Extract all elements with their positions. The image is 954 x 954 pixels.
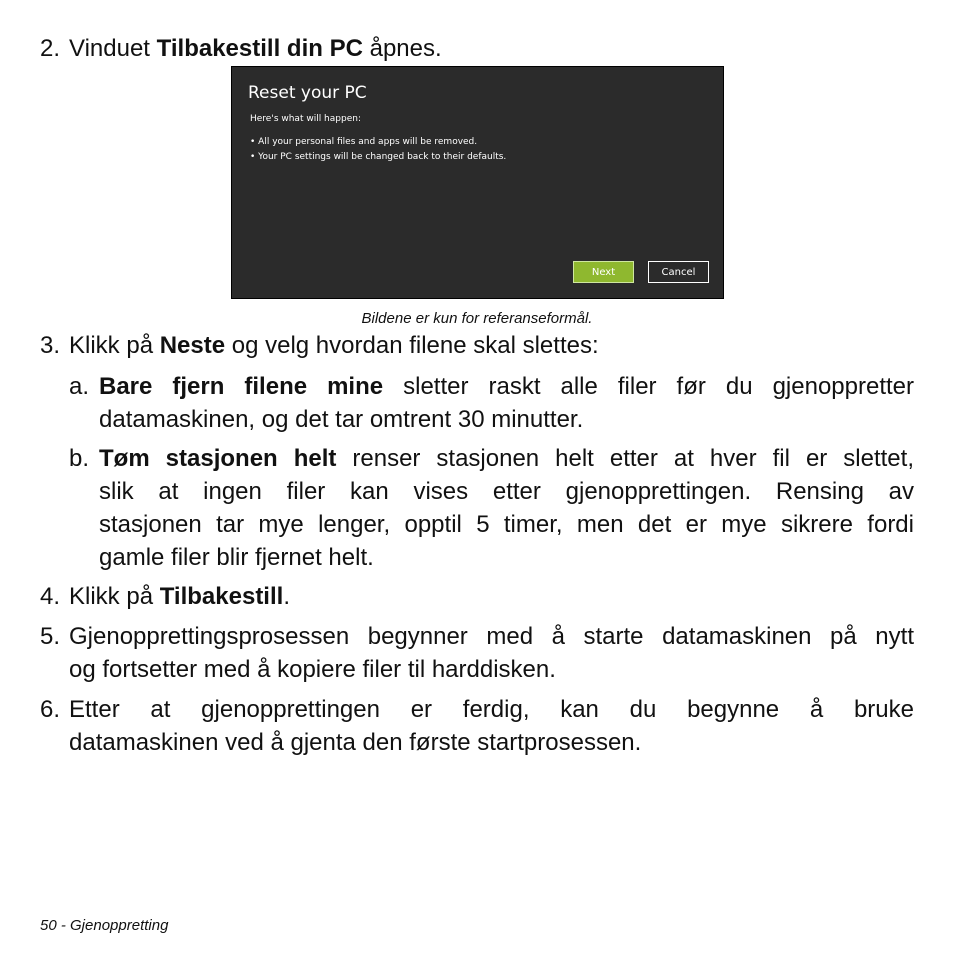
- next-button[interactable]: Next: [573, 261, 634, 283]
- step-6-text: [69, 693, 914, 759]
- step-4-number: 4.: [40, 583, 61, 610]
- step-3-text: [69, 329, 599, 362]
- step-3a-line-2: datamaskinen, og det tar omtrent 30 minutter.: [99, 406, 584, 433]
- image-caption: Bildene er kun for referanseformål.: [361, 310, 593, 327]
- step-3b-text: [99, 442, 914, 574]
- step-6-number: 6.: [40, 696, 61, 723]
- page-footer: 50 - Gjenoppretting: [40, 917, 169, 934]
- dialog-bullet-1: • All your personal files and apps will be removed.: [250, 137, 478, 147]
- step-3b-line-3: stasjonen tar mye lenger, opptil 5 timer, men det er mye sikrere fordi: [99, 511, 914, 538]
- dialog-subtitle: Here's what will happen:: [250, 114, 361, 124]
- step-3b-letter: b.: [69, 445, 90, 472]
- step-3a-text: [99, 370, 914, 436]
- cancel-button[interactable]: Cancel: [648, 261, 709, 283]
- step-3-post: og velg hvordan filene skal slettes:: [225, 332, 599, 359]
- step-3a-bold: Bare fjern filene mine: [99, 373, 384, 400]
- step-4-pre: Klikk på: [69, 583, 160, 610]
- step-2-text: [69, 32, 442, 65]
- step-3b-line-4: gamle filer blir fjernet helt.: [99, 544, 374, 571]
- step-2-number: 2.: [40, 35, 61, 62]
- step-5-number: 5.: [40, 623, 61, 650]
- step-5-text: [69, 620, 914, 686]
- step-3a-letter: a.: [69, 373, 90, 400]
- step-2-post: åpnes.: [362, 35, 442, 62]
- step-3a-line-1: [99, 370, 914, 403]
- step-4-post: .: [283, 583, 290, 610]
- step-3b-line-1-rest: renser stasjonen helt etter at hver fil er slettet,: [336, 445, 914, 472]
- step-3a-line-1-rest: sletter raskt alle filer før du gjenoppretter: [383, 373, 915, 400]
- step-3b-line-2: slik at ingen filer kan vises etter gjenopprettingen. Rensing av: [99, 478, 914, 505]
- step-5-line-1: Gjenopprettingsprosessen begynner med å starte datamaskinen på nytt: [69, 623, 914, 650]
- step-3b-line-1: [99, 442, 914, 475]
- reset-pc-screenshot: [231, 66, 724, 299]
- step-3b-bold: Tøm stasjonen helt: [99, 445, 337, 472]
- step-6-line-2: datamaskinen ved å gjenta den første startprosessen.: [69, 729, 642, 756]
- step-2-pre: Vinduet: [69, 35, 157, 62]
- step-4-bold: Tilbakestill: [159, 583, 284, 610]
- step-4-text: [69, 580, 290, 613]
- dialog-title: Reset your PC: [248, 83, 367, 103]
- dialog-bullet-2: • Your PC settings will be changed back to their defaults.: [250, 152, 507, 162]
- step-3-number: 3.: [40, 332, 61, 359]
- step-2-bold: Tilbakestill din PC: [156, 35, 363, 62]
- step-3-pre: Klikk på: [69, 332, 160, 359]
- step-3-bold: Neste: [159, 332, 226, 359]
- step-5-line-2: og fortsetter med å kopiere filer til harddisken.: [69, 656, 556, 683]
- step-6-line-1: Etter at gjenopprettingen er ferdig, kan du begynne å bruke: [69, 696, 914, 723]
